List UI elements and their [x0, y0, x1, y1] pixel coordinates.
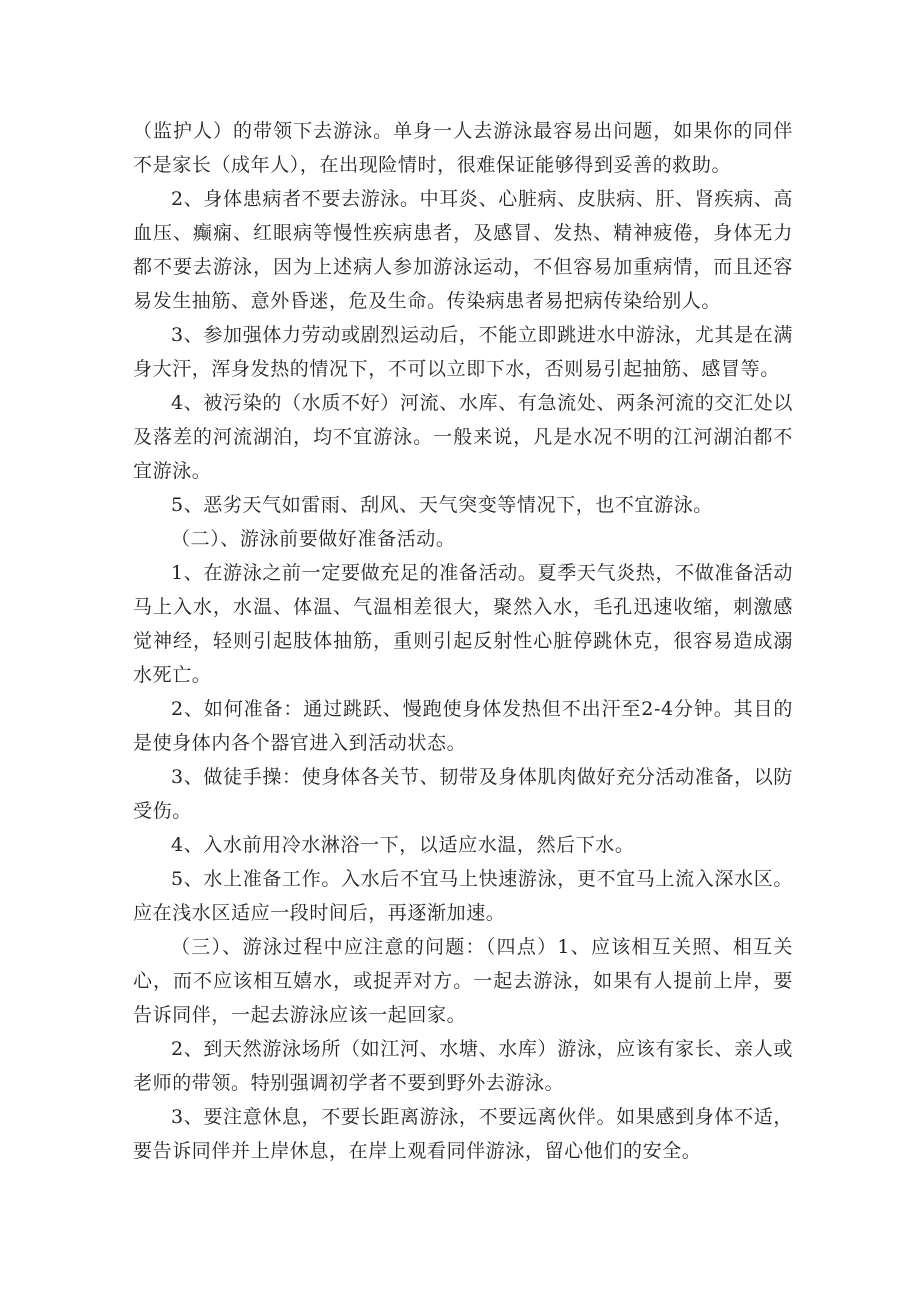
paragraph-polluted-water: 4、被污染的（水质不好）河流、水库、有急流处、两条河流的交汇处以及落差的河流湖泊，均不宜游泳。一般来说，凡是水况不明的江河湖泊都不宜游泳。 — [133, 392, 793, 482]
paragraph-freehand-exercise: 3、做徒手操：使身体各关节、韧带及身体肌肉做好充分活动准备，以防受伤。 — [133, 766, 793, 822]
paragraph-natural-venues: 2、到天然游泳场所（如江河、水塘、水库）游泳，应该有家长、亲人或老师的带领。特别强调初学者不要到野外去游泳。 — [133, 1038, 793, 1094]
document-body — [133, 114, 793, 1168]
paragraph-water-prep: 5、水上准备工作。入水后不宜马上快速游泳，更不宜马上流入深水区。应在浅水区适应一段时间后，再逐渐加速。 — [133, 868, 793, 924]
paragraph-continuation: （监护人）的带领下去游泳。单身一人去游泳最容易出问题，如果你的同伴不是家长（成年人），在出现险情时，很难保证能够得到妥善的救助。 — [133, 120, 793, 176]
paragraph-bad-weather: 5、恶劣天气如雷雨、刮风、天气突变等情况下，也不宜游泳。 — [171, 494, 713, 516]
section-heading-preparation: （二）、游泳前要做好准备活动。 — [171, 528, 456, 550]
section-heading-during-swim: （三）、游泳过程中应注意的问题：（四点）1、应该相互关照、相互关心，而不应该相互嬉水，或捉弄对方。一起去游泳，如果有人提前上岸，要告诉同伴，一起去游泳应该一起回家。 — [133, 936, 793, 1026]
paragraph-how-to-prepare: 2、如何准备：通过跳跃、慢跑使身体发热但不出汗至2-4分钟。其目的是使身体内各个器官进入到活动状态。 — [133, 698, 793, 754]
paragraph-cold-shower: 4、入水前用冷水淋浴一下，以适应水温，然后下水。 — [171, 834, 635, 856]
paragraph-illness: 2、身体患病者不要去游泳。中耳炎、心脏病、皮肤病、肝、肾疾病、高血压、癫痫、红眼病等慢性疾病患者，及感冒、发热、精神疲倦，身体无力都不要去游泳，因为上述病人参加游泳运动，不但容易加重病情，而且还容易发生抽筋、意外昏迷，危及生命。传染病患者易把病传染给别人。 — [133, 188, 793, 312]
paragraph-rest: 3、要注意休息，不要长距离游泳，不要远离伙伴。如果感到身体不适，要告诉同伴并上岸休息，在岸上观看同伴游泳，留心他们的安全。 — [133, 1106, 793, 1162]
paragraph-after-exercise: 3、参加强体力劳动或剧烈运动后，不能立即跳进水中游泳，尤其是在满身大汗，浑身发热的情况下，不可以立即下水，否则易引起抽筋、感冒等。 — [133, 324, 793, 380]
paragraph-warmup: 1、在游泳之前一定要做充足的准备活动。夏季天气炎热，不做准备活动马上入水，水温、体温、气温相差很大，聚然入水，毛孔迅速收缩，刺激感觉神经，轻则引起肢体抽筋，重则引起反射性心脏停跳休克，很容易造成溺水死亡。 — [133, 562, 793, 686]
